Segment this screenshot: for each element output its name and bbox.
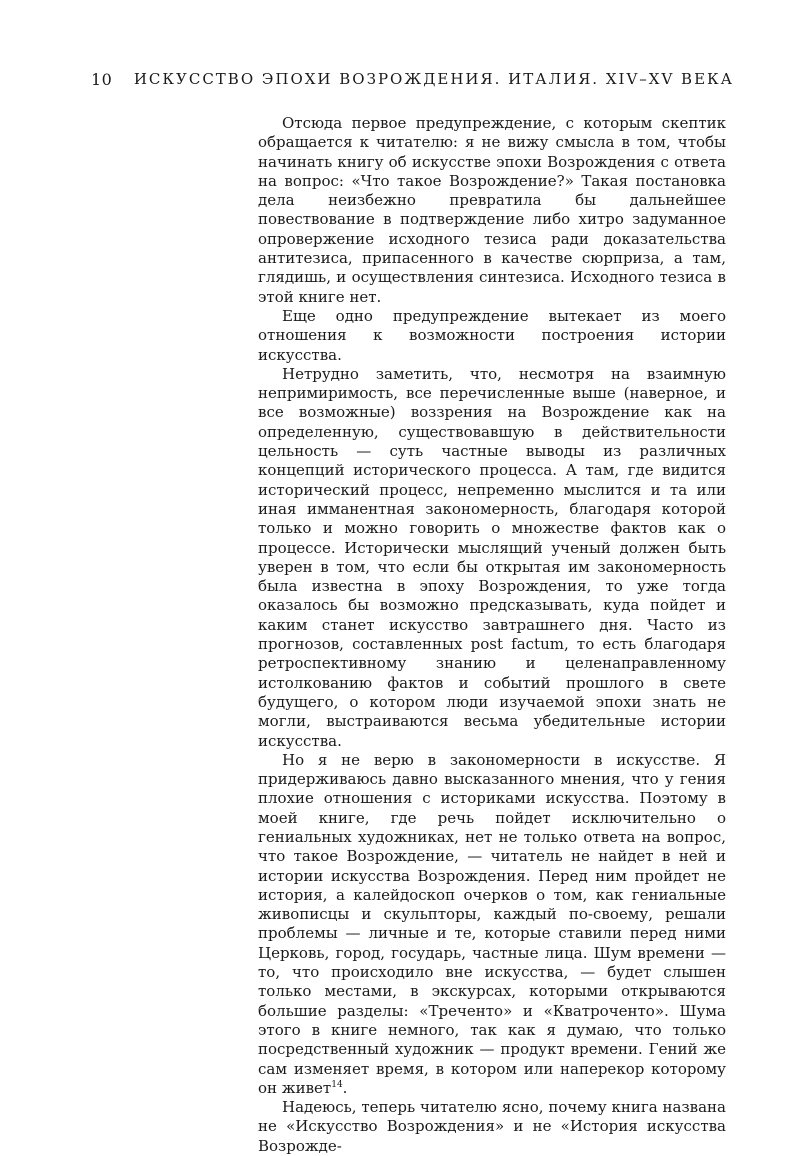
- page-number: 10: [91, 70, 113, 89]
- paragraph-3: Нетрудно заметить, что, несмотря на взаимную непримиримость, все перечисленные выше (наверное, и все возможные) воззрения на Возрождение как на определенную, существовавшую в действительности цельность — суть частные выводы из различных концепций исторического процесса. А там, где видится исторический процесс, непременно мыслится и та или иная имманентная закономерность, благодаря которой только и можно говорить о множестве фактов как о процессе. Исторически мыслящий ученый должен быть уверен в том, что если бы открытая им закономерность была известна в эпоху Возрождения, то уже тогда оказалось бы возможно предсказывать, куда пойдет и каким станет искусство завтрашнего дня. Часто из прогнозов, составленных post factum, то есть благодаря ретроспективному знанию и целенаправленному истолкованию фактов и событий прошлого в свете будущего, о котором люди изучаемой эпохи знать не могли, выстраиваются весьма убедительные истории искусства.: [258, 364, 726, 750]
- paragraph-4-text: Но я не верю в закономерности в искусстве. Я придерживаюсь давно высказанного мнения, что у гения плохие отношения с историками искусства. Поэтому в моей книге, где речь пойдет исключительно о гениальных художниках, нет не только ответа на вопрос, что такое Возрождение, — читатель не найдет в ней и истории искусства Возрождения. Перед ним пройдет не история, а калейдоскоп очерков о том, как гениальные живописцы и скульпторы, каждый по-своему, решали проблемы — личные и те, которые ставили перед ними Церковь, город, государь, частные лица. Шум времени — то, что происходило вне искусства, — будет слышен только местами, в экскурсах, которыми открываются большие разделы: «Треченто» и «Кватроченто». Шума этого в книге немного, так как я думаю, что только посредственный художник — продукт времени. Гений же сам изменяет время, в котором или наперекор которому он живет: [258, 750, 726, 1097]
- running-head: ИСКУССТВО ЭПОХИ ВОЗРОЖДЕНИЯ. ИТАЛИЯ. XIV–XV ВЕКА: [133, 70, 734, 88]
- paragraph-1: Отсюда первое предупреждение, с которым скептик обращается к читателю: я не вижу смысла в том, чтобы начинать книгу об искусстве эпохи Возрождения с ответа на вопрос: «Что такое Возрождение?» Такая постановка дела неизбежно превратила бы дальнейшее повествование в подтверждение либо хитро задуманное опровержение исходного тезиса ради доказательства антитезиса, припасенного в качестве сюрприза, а там, глядишь, и осуществления синтезиса. Исходного тезиса в этой книге нет.: [258, 114, 726, 306]
- paragraph-4: Но я не верю в закономерности в искусстве. Я придерживаюсь давно высказанного мнения, что у гения плохие отношения с историками искусства. Поэтому в моей книге, где речь пойдет исключительно о гениальных художниках, нет не только ответа на вопрос, что такое Возрождение, — читатель не найдет в ней и истории искусства Возрождения. Перед ним пройдет не история, а калейдоскоп очерков о том, как гениальные живописцы и скульпторы, каждый по-своему, решали проблемы — личные и те, которые ставили перед ними Церковь, город, государь, частные лица. Шум времени — то, что происходило вне искусства, — будет слышен только местами, в экскурсах, которыми открываются большие разделы: «Треченто» и «Кватроченто». Шума этого в книге немного, так как я думаю, что только посредственный художник — продукт времени. Гений же сам изменяет время, в котором или наперекор которому он живет$^{14}$.: [258, 750, 726, 1097]
- paragraph-2: Еще одно предупреждение вытекает из моего отношения к возможности построения истории искусства.: [258, 306, 726, 364]
- footnote-reference[interactable]: 14: [331, 1079, 343, 1090]
- paragraph-5: Надеюсь, теперь читателю ясно, почему книга названа не «Искусство Возрождения» и не «История искусства Возрожде-: [258, 1098, 726, 1155]
